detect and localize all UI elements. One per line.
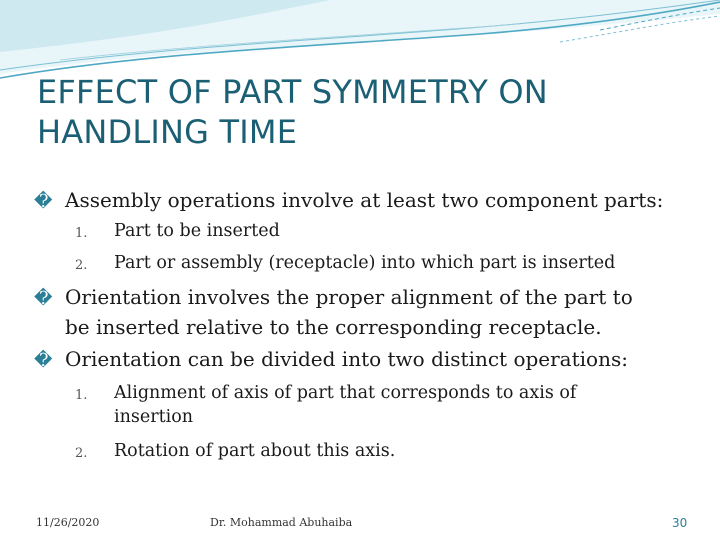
- slide-title: [37, 72, 677, 152]
- list-item-text: Part to be inserted: [114, 221, 280, 241]
- bullet-glyph: �: [34, 350, 53, 371]
- list-item-line: insertion: [114, 407, 194, 427]
- bullet-glyph: �: [34, 288, 53, 309]
- bullet-text: Assembly operations involve at least two component parts:: [65, 188, 664, 212]
- footer-author: Dr. Mohammad Abuhaiba: [210, 516, 353, 529]
- list-number: 1.: [75, 226, 88, 241]
- list-number: 1.: [75, 388, 88, 403]
- list-item-text: [114, 381, 664, 429]
- bullet-text: Orientation involves the proper alignment of the part to: [65, 285, 633, 309]
- list-item-text: Rotation of part about this axis.: [114, 441, 396, 461]
- list-item-line: Alignment of axis of part that corresponds to axis of: [114, 383, 577, 403]
- bullet-orientation-alignment: [34, 283, 694, 341]
- list-number: 2.: [75, 446, 88, 461]
- title-line: EFFECT OF PART SYMMETRY ON: [37, 73, 548, 111]
- bullet-glyph: �: [34, 191, 53, 212]
- footer-date: 11/26/2020: [36, 516, 100, 529]
- bullet-text: Orientation can be divided into two distinct operations:: [65, 347, 628, 371]
- bullet-assembly-operations: [34, 186, 694, 216]
- title-line: HANDLING TIME: [37, 113, 298, 151]
- page-number: 30: [672, 516, 688, 530]
- bullet-text: be inserted relative to the corresponding receptacle.: [65, 315, 602, 339]
- bullet-orientation-operations: [34, 345, 694, 375]
- list-item-text: Part or assembly (receptacle) into which part is inserted: [114, 253, 616, 273]
- list-number: 2.: [75, 258, 88, 273]
